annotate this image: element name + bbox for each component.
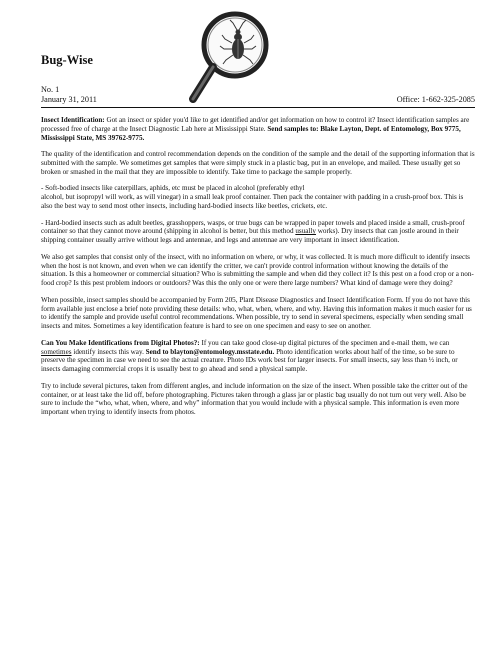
article-body [41, 116, 475, 425]
photos-paragraph [41, 339, 475, 374]
hard-bodied-text: - Hard-bodied insects such as adult beetles, grasshoppers, wasps, or true bugs can be wrapped in paper towels and placed inside a small, crush-proof container so that they cannot move around (shipping in alcohol is better, but this method [41, 218, 465, 236]
insect-id-paragraph [41, 116, 475, 142]
info-paragraph: We also get samples that consist only of the insect, with no information on where, or why, it was collected. It is much more difficult to identify insects when the host is not known, and even when we can identify the critter, we can't provide control information without knowing the details of the situation. Is this a homeowner or commercial situation? Who is submitting the sample and when did they collect it? Is this pest on a food crop or a non-food crop? Is this pest problem indoors or outdoors? Was this the only one or were there large numbers? What kind of damage were they doing? [41, 252, 474, 288]
soft-bodied-paragraph: alcohol, but isopropyl will work, as will vinegar) in a small leak proof container. Then pack the container with padding in a crush-proof box. This is also the best way to send most other insects, including hard-bodied insects like beetles, crickets, etc. [41, 193, 464, 210]
issue-date: January 31, 2011 [41, 95, 97, 104]
email-send-link[interactable]: Send to blayton@entomology.msstate.edu. [145, 347, 275, 356]
send-samples-label: Send samples to: [267, 124, 319, 133]
photos-text-1: If you can take good close-up digital pictures of the specimen and e-mail them, we can [199, 338, 450, 347]
pictures-paragraph: Try to include several pictures, taken from different angles, and include information on the size of the insect. When possible take the critter out of the container, or at least take the lid off, before photographing. Pictures taken through a glass jar or plastic bag usually do not turn out very well. Also be sure to include the “who, what, when, where, and why” information that you would include with a physical sample. This information is even more important when trying to identify insects from photos. [41, 381, 468, 417]
hard-bodied-paragraph [41, 219, 475, 245]
date-office-line [41, 95, 475, 105]
quality-paragraph: The quality of the identification and control recommendation depends on the condition of the sample and the detail of the supporting information that is submitted with the sample. We sometimes get samples that were simply stuck in a plastic bag, put in an envelope, and mailed. These usually get so broken or smashed in the mail that they are impossible to identify. Take time to package the sample properly. [41, 150, 475, 176]
issue-number [41, 85, 475, 95]
sometimes-underlined: sometimes [41, 347, 72, 356]
soft-bodied-line-1: - Soft-bodied insects like caterpillars, aphids, etc must be placed in alcohol (preferably ethyl [41, 184, 305, 193]
header-rule [41, 107, 475, 108]
newsletter-title: Bug-Wise [41, 53, 93, 67]
hard-bodied-text-end: works). Dry insects that can jostle around in their shipping container usually arrive without legs and antennae, and legs and antennae are very important in insect identification. [41, 227, 459, 245]
photos-heading: Can You Make Identifications from Digital Photos?: [41, 338, 200, 347]
form-205-paragraph: When possible, insect samples should be accompanied by Form 205, Plant Disease Diagnostics and Insect Identification Form. If you do not have this form available just enclose a brief note providing these details: who, what, when, where, and why. Having this information makes it much easier for us to identify the sample and provide useful control recommendations. When possible, try to send in several specimens, especially when sending small insects and mites. Sometimes a key identification feature is hard to see on one specimen and easy to see on another. [41, 295, 472, 331]
photos-text-3: Photo identification works about half of the time, so be sure to preserve the specimen in case we need to see the actual creature. Photo IDs work best for larger insects. For small insects, say less than ½ inch, or insects damaging commercial crops it is usually best to go ahead and send a physical sample. [41, 347, 458, 374]
insect-id-heading: Insect Identification: [41, 116, 105, 124]
send-samples-address: Blake Layton, Dept. of Entomology, Box 9775, Mississippi State, MS 39762-9775. [41, 124, 461, 142]
photos-text-2: identify insects this way. [71, 347, 146, 356]
office-phone: Office: 1-662-325-2085 [396, 95, 475, 104]
usually-underlined: usually [295, 227, 316, 236]
insect-id-text: Got an insect or spider you'd like to get identified and/or get information on how to control it? Insect identification samples are processed free of charge at the Insect Diagnostic Lab here at Mississippi State. [41, 116, 470, 133]
issue-label: No. 1 [41, 85, 60, 94]
